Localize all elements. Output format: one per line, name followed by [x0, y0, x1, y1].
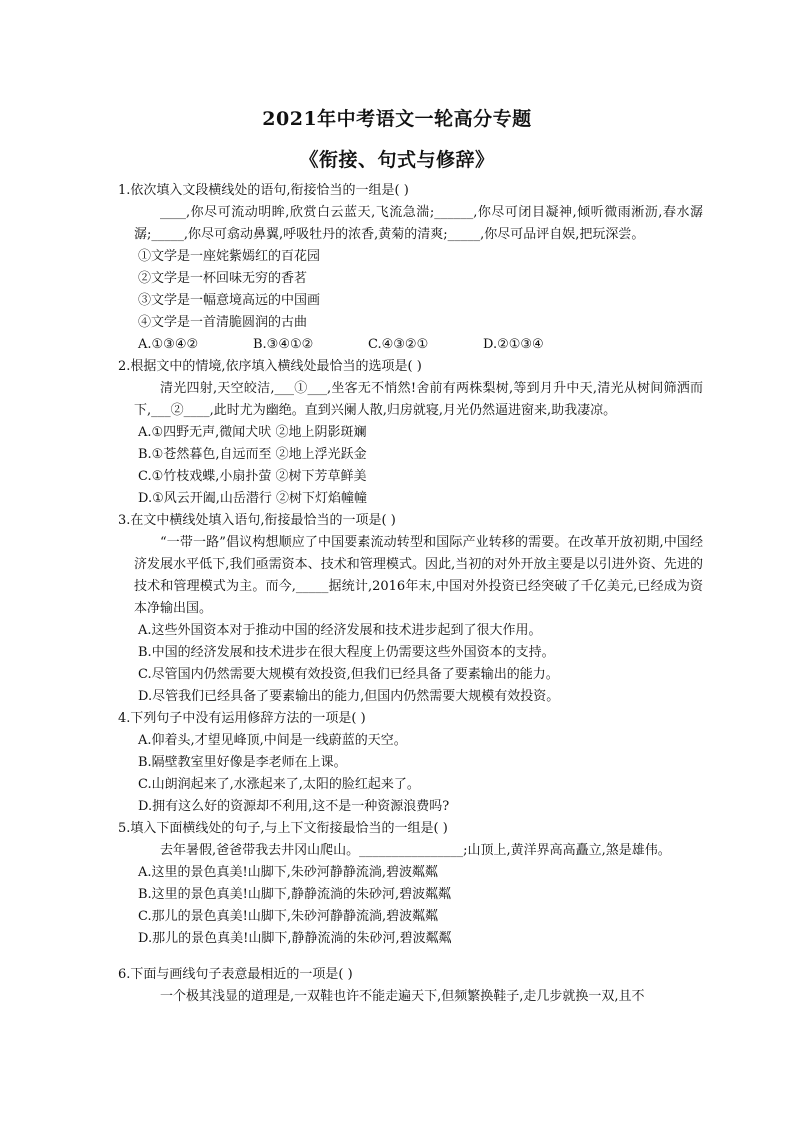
- question-list: [118, 180, 703, 1008]
- spacer: [118, 950, 703, 964]
- sentence-item: ④文学是一首清脆圆润的古曲: [138, 315, 308, 330]
- choice-d: D.那儿的景色真美!山脚下,静静流淌的朱砂河,碧波粼粼: [138, 931, 452, 946]
- choice-c: C.尽管国内仍然需要大规模有效投资,但我们已经具备了要素输出的能力。: [138, 667, 559, 682]
- question-passage: 去年暑假,爸爸带我去井冈山爬山。________________;山顶上,黄洋界高高矗立,煞是雄伟。: [160, 843, 671, 858]
- question-passage: ____,你尽可流动明眸,欣赏白云蓝天,飞流急湍;______,你尽可闭目凝神,倾听微雨淅沥,春水潺潺;_____,你尽可翕动鼻翼,呼吸牡丹的浓香,黄菊的清爽;_____,你尽可品评自娱,把玩深尝。: [134, 205, 703, 242]
- choice-b: B.③④①②: [253, 337, 314, 352]
- document-title: 2021年中考语文一轮高分专题: [262, 108, 532, 130]
- question-stem: 3.在文中横线处填入语句,衔接最恰当的一项是( ): [118, 513, 396, 528]
- question-passage: 一个极其浅显的道理是,一双鞋也许不能走遍天下,但频繁换鞋子,走几步就换一双,且不: [160, 989, 645, 1004]
- choice-c: C.山朗润起来了,水涨起来了,太阳的脸红起来了。: [138, 777, 420, 792]
- choice-c: C.④③②①: [368, 337, 429, 352]
- choice-d: D.尽管我们已经具备了要素输出的能力,但国内仍然需要大规模有效投资。: [138, 689, 560, 704]
- choice-b: B.这里的景色真美!山脚下,静静流淌的朱砂河,碧波粼粼: [138, 887, 452, 902]
- sentence-item: ③文学是一幅意境高远的中国画: [138, 293, 321, 308]
- choice-b: B.隔壁教室里好像是李老师在上课。: [138, 755, 347, 770]
- question-5: [118, 818, 703, 950]
- choice-d: D.拥有这么好的资源却不利用,这不是一种资源浪费吗?: [138, 799, 450, 814]
- question-passage: 清光四射,天空皎洁,___①___,坐客无不悄然!舍前有两株梨树,等到月升中天,清光从树间筛洒而下,___②____,此时尤为幽绝。直到兴阑人散,归房就寝,月光仍然逼进窗来,助我凄凉。: [134, 381, 703, 418]
- question-3: [118, 510, 703, 708]
- choice-d: D.②①③④: [483, 337, 544, 352]
- choice-d: D.①风云开阖,山岳潜行 ②树下灯焰幢幢: [138, 491, 368, 506]
- choice-b: B.①苍然暮色,自远而至 ②地上浮光跃金: [138, 447, 367, 462]
- choice-c: C.①竹枝戏蝶,小扇扑萤 ②树下芳草鲜美: [138, 469, 367, 484]
- question-stem: 2.根据文中的情境,依序填入横线处最恰当的选项是( ): [118, 359, 422, 374]
- choice-a: A.①③④②: [138, 337, 199, 352]
- question-stem: 4.下列句子中没有运用修辞方法的一项是( ): [118, 711, 366, 726]
- choice-a: A.这里的景色真美!山脚下,朱砂河静静流淌,碧波粼粼: [138, 865, 439, 880]
- choice-b: B.中国的经济发展和技术进步在很大程度上仍需要这些外国资本的支持。: [138, 645, 555, 660]
- question-1: [118, 180, 703, 356]
- choice-c: C.那儿的景色真美!山脚下,朱砂河静静流淌,碧波粼粼: [138, 909, 439, 924]
- question-stem: 6.下面与画线句子表意最相近的一项是( ): [118, 967, 353, 982]
- document-subtitle: 《衔接、句式与修辞》: [299, 149, 495, 171]
- question-6: [118, 964, 703, 1008]
- question-stem: 1.依次填入文段横线处的语句,衔接恰当的一组是( ): [118, 183, 409, 198]
- question-4: [118, 708, 703, 818]
- question-stem: 5.填入下面横线处的句子,与上下文衔接最恰当的一组是( ): [118, 821, 448, 836]
- question-passage: “一带一路”倡议构想顺应了中国要素流动转型和国际产业转移的需要。在改革开放初期,中国经济发展水平低下,我们亟需资本、技术和管理模式。因此,当初的对外开放主要是以引进外资、先进的技术和管理模式为主。而今,_____据统计,2016年末,中国对外投资已经突破了千亿美元,已经成为资本净输出国。: [134, 535, 703, 616]
- choice-a: A.仰着头,才望见峰顶,中间是一线蔚蓝的天空。: [138, 733, 407, 748]
- choice-row: [118, 334, 703, 356]
- choice-a: A.这些外国资本对于推动中国的经济发展和技术进步起到了很大作用。: [138, 623, 542, 638]
- question-2: [118, 356, 703, 510]
- choice-a: A.①四野无声,微闻犬吠 ②地上阴影斑斓: [138, 425, 367, 440]
- sentence-item: ②文学是一杯回味无穷的香茗: [138, 271, 308, 286]
- sentence-item: ①文学是一座姹紫嫣红的百花园: [138, 249, 321, 264]
